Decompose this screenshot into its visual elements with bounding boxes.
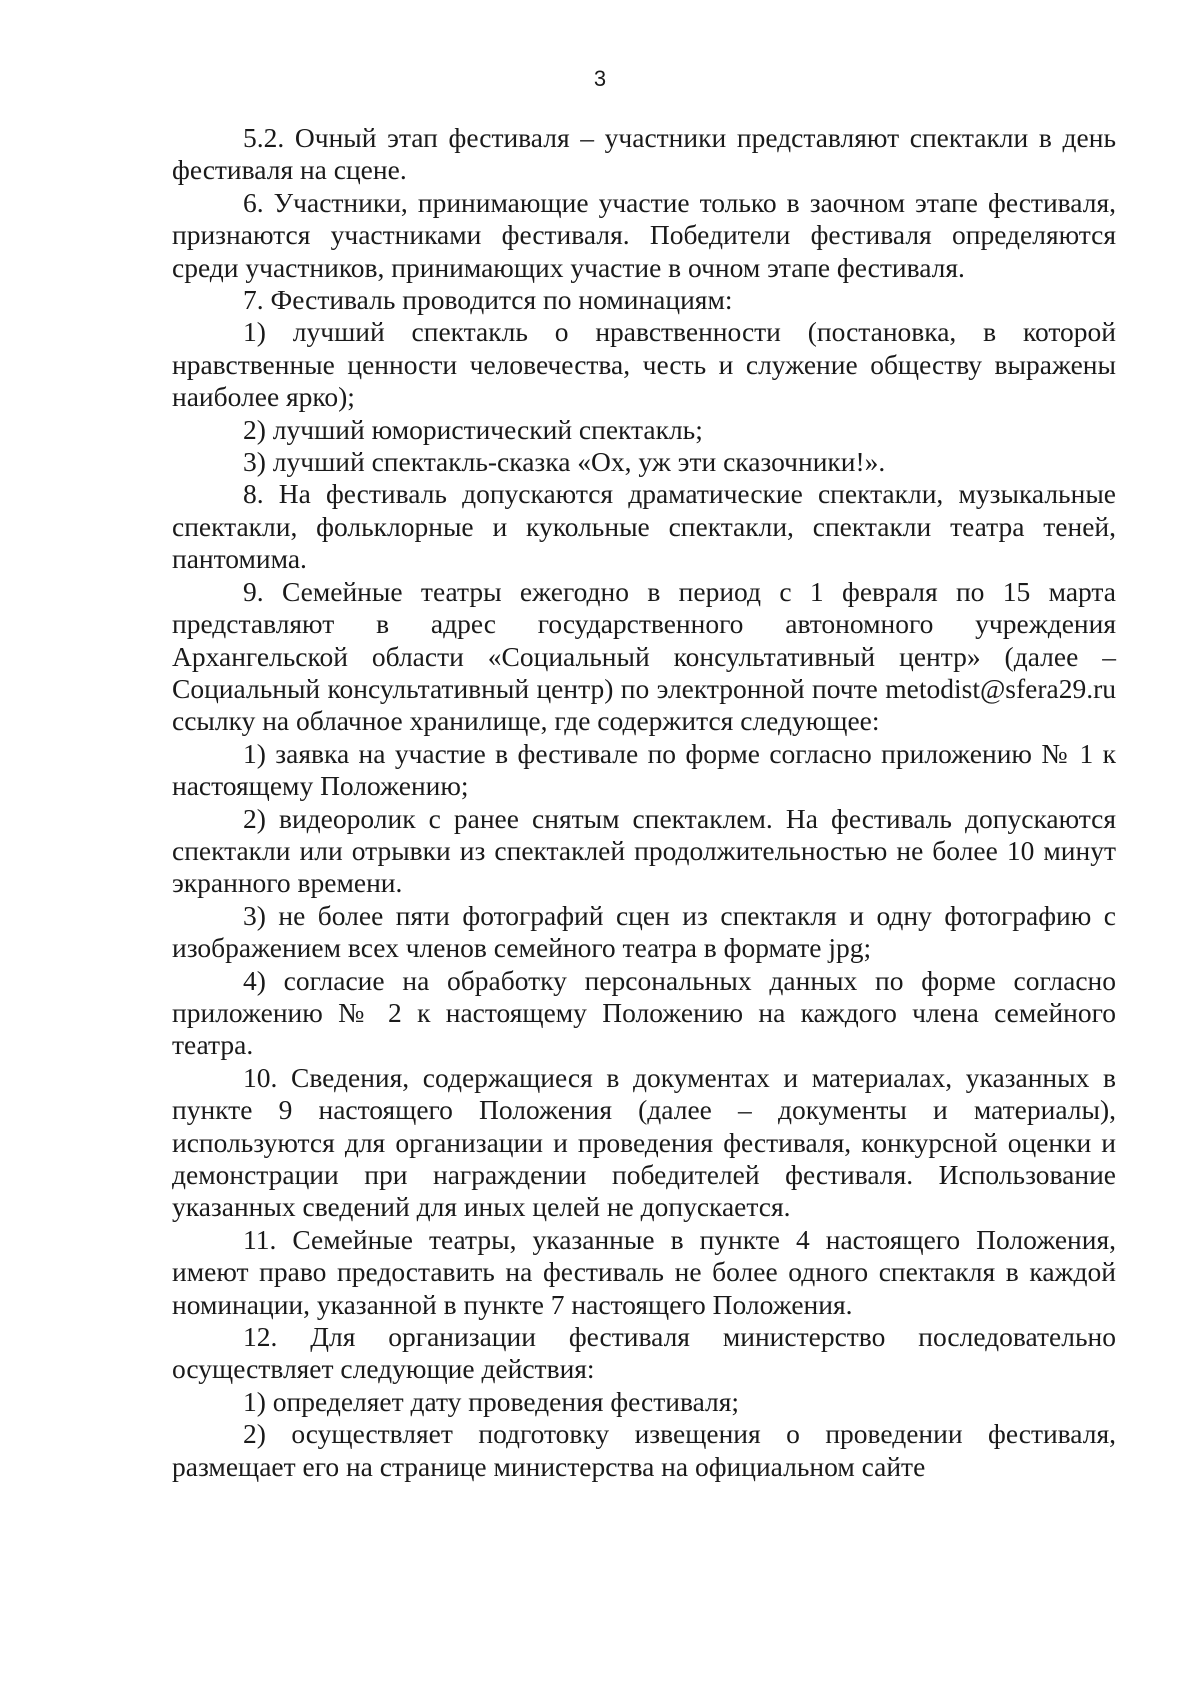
paragraph-8: 8. На фестиваль допускаются драматические спектакли, музыкальные спектакли, фольклорные и кукольные спектакли, спектакли театра теней, пантомима. (172, 478, 1116, 575)
submission-item-4: 4) согласие на обработку персональных данных по форме согласно приложению № 2 к настоящему Положению на каждого члена семейного театра. (172, 964, 1116, 1061)
page-number: 3 (593, 66, 607, 91)
action-item-1: 1) определяет дату проведения фестиваля; (243, 1385, 740, 1417)
paragraph-6: 6. Участники, принимающие участие только в заочном этапе фестиваля, признаются участниками фестиваля. Победители фестиваля определяются среди участников, принимающих участие в очном этапе фестиваля. (172, 186, 1116, 283)
document-body (172, 122, 1116, 1483)
paragraph-10: 10. Сведения, содержащиеся в документах и материалах, указанных в пункте 9 настоящего Положения (далее – документы и материалы), используются для организации и проведения фестиваля, конкурсной оценки и демонстрации при награждении победителей фестиваля. Использование указанных сведений для иных целей не допускается. (172, 1061, 1116, 1223)
paragraph-9: 9. Семейные театры ежегодно в период с 1 февраля по 15 марта представляют в адрес государственного автономного учреждения Архангельской области «Социальный консультативный центр» (далее – Социальный консультативный центр) по электронной почте metodist@sfera29.ru ссылку на облачное хранилище, где содержится следующее: (172, 575, 1116, 737)
action-item-2: 2) осуществляет подготовку извещения о проведении фестиваля, размещает его на странице министерства на официальном сайте (172, 1418, 1116, 1482)
submission-item-2: 2) видеоролик с ранее снятым спектаклем. На фестиваль допускаются спектакли или отрывки из спектаклей продолжительностью не более 10 минут экранного времени. (172, 802, 1116, 899)
submission-item-1: 1) заявка на участие в фестивале по форме согласно приложению № 1 к настоящему Положению; (172, 737, 1116, 802)
nomination-item-2: 2) лучший юмористический спектакль; (243, 413, 703, 445)
submission-item-3: 3) не более пяти фотографий сцен из спектакля и одну фотографию с изображением всех членов семейного театра в формате jpg; (172, 899, 1116, 964)
paragraph-11: 11. Семейные театры, указанные в пункте 4 настоящего Положения, имеют право предоставить на фестиваль не более одного спектакля в каждой номинации, указанной в пункте 7 настоящего Положения. (172, 1223, 1116, 1320)
paragraph-7: 7. Фестиваль проводится по номинациям: (243, 284, 733, 316)
paragraph-5-2: 5.2. Очный этап фестиваля – участники представляют спектакли в день фестиваля на сцене. (172, 122, 1116, 186)
nomination-item-1: 1) лучший спектакль о нравственности (постановка, в которой нравственные ценности человечества, честь и служение обществу выражены наиболее ярко); (172, 316, 1116, 413)
nomination-item-3: 3) лучший спектакль-сказка «Ох, уж эти сказочники!». (243, 446, 886, 478)
paragraph-12: 12. Для организации фестиваля министерство последовательно осуществляет следующие действия: (172, 1321, 1116, 1385)
